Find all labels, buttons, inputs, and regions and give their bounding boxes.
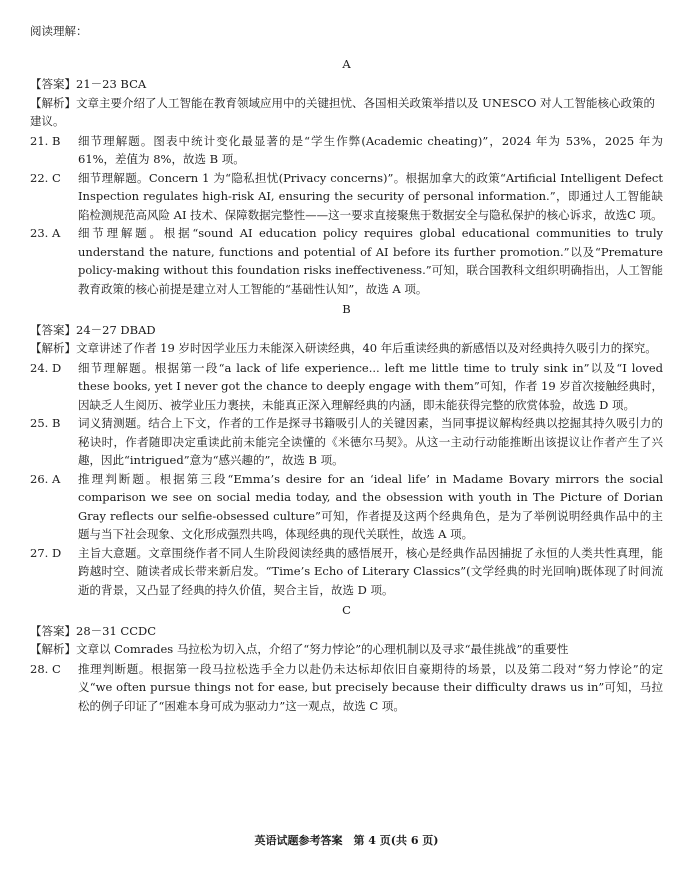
section-b <box>30 300 663 599</box>
question-explanation: 推理判断题。根据第三段“Emma’s desire for an ‘ideal life’ in Madame Bovary mirrors the social comparison we see on social media today, and the obsession with youth in The Picture of Dorian Gray reflects our selfie-obsessed culture”可知，作者提及这两个经典角色，是为了举例说明经典作品中的主题与当下社会现象、文化形成强烈共鸣，体现经典的现代关联性，故选 A 项。 <box>78 471 663 541</box>
question-explanation: 细节理解题。根据第一段“a lack of life experience... left me little time to truly sink in”以及“I loved these books, yet I never got the chance to deeply engage with them”可知，作者 19 岁首次接触经典时，因缺乏人生阅历、被学业压力裹挟，未能真正深入理解经典的内涵，即未能获得完整的欣赏体验，故选 D 项。 <box>78 360 663 412</box>
answer-line: 【答案】28－31 CCDC <box>30 623 157 638</box>
question-number: 24. D <box>30 360 62 375</box>
section-a <box>30 55 663 299</box>
analysis-paragraph: 【解析】文章主要介绍了人工智能在教育领域应用中的关键担忧、各国相关政策举措以及 UNESCO 对人工智能核心政策的建议。 <box>30 95 656 128</box>
question-number: 22. C <box>30 170 61 185</box>
question-item <box>30 414 663 470</box>
analysis-paragraph: 【解析】文章以 Comrades 马拉松为切入点，介绍了“努力悖论”的心理机制以及寻求“最佳挑战”的重要性 <box>30 642 569 656</box>
page-heading: 阅读理解： <box>30 24 88 38</box>
question-number: 28. C <box>30 661 61 676</box>
question-explanation: 推理判断题。根据第一段马拉松选手全力以赴仍未达标却依旧自豪期待的场景，以及第二段对“努力悖论”的定义“we often pursue things not for ease, but precisely because their difficulty draws us in”可知，马拉松的例子印证了“困难本身可成为驱动力”这一观点，故选 C 项。 <box>78 661 663 713</box>
section-letter: B <box>342 302 351 316</box>
question-item <box>30 660 663 716</box>
question-explanation: 细节理解题。图表中统计变化最显著的是“学生作弊(Academic cheating)”，2024 年为 53%，2025 年为 61%，差值为 8%，故选 B 项。 <box>78 133 663 166</box>
question-number: 27. D <box>30 545 62 560</box>
section-c <box>30 601 663 715</box>
section-letter: C <box>342 603 351 617</box>
question-number: 21. B <box>30 133 61 148</box>
question-item <box>30 544 663 600</box>
answer-line: 【答案】24－27 DBAD <box>30 322 156 337</box>
question-item <box>30 132 663 169</box>
question-item <box>30 224 663 298</box>
question-explanation: 词义猜测题。结合上下文，作者的工作是探寻书籍吸引人的关键因素，当同事提议解构经典以挖掘其持久吸引力的秘诀时，作者随即决定重读此前未能完全读懂的《米德尔马契》。从这一主动行动能推断出该提议让作者产生了兴趣，因此“intrigued”意为“感兴趣的”，故选 B 项。 <box>78 416 663 467</box>
analysis-paragraph: 【解析】文章讲述了作者 19 岁时因学业压力未能深入研读经典，40 年后重读经典的新感悟以及对经典持久吸引力的探究。 <box>30 341 657 355</box>
question-explanation: 主旨大意题。文章围绕作者不同人生阶段阅读经典的感悟展开，核心是经典作品因捕捉了永恒的人类共性真理，能跨越时空、随读者成长带来新启发。“Time’s Echo of Literary Classics”(文学经典的时光回响)既体现了时间流逝的背景，又凸显了经典的持久价值，契合主旨，故选 D 项。 <box>78 545 663 597</box>
question-number: 23. A <box>30 226 61 240</box>
question-number: 25. B <box>30 416 61 430</box>
question-explanation: 细节理解题。Concern 1 为“隐私担忧(Privacy concerns)”。根据加拿大的政策“Artificial Intelligent Defect Inspection regulates high-risk AI, ensuring the security of personal information.”，即通过人工智能缺陷检测规范高风险 AI 技术、保障数据完整性——这一要求直接聚焦于数据安全与隐私保护的核心诉求，故选C 项。 <box>78 170 663 222</box>
page-footer: 英语试题参考答案 第 4 页(共 6 页) <box>254 833 439 847</box>
answer-line: 【答案】21－23 BCA <box>30 77 147 91</box>
question-explanation: 细节理解题。根据“sound AI education policy requires global educational communities to truly understand the nature, functions and potential of AI before its further promotion.”以及“Premature policy-making without this foundation risks ineffectiveness.”可知，联合国教科文组织明确指出，人工智能教育政策的核心前提是建立对人工智能的“基础性认知”，故选 A 项。 <box>78 226 663 296</box>
question-item <box>30 359 663 415</box>
question-item <box>30 470 663 544</box>
question-number: 26. A <box>30 471 61 486</box>
question-item <box>30 169 663 225</box>
section-letter: A <box>342 56 351 71</box>
